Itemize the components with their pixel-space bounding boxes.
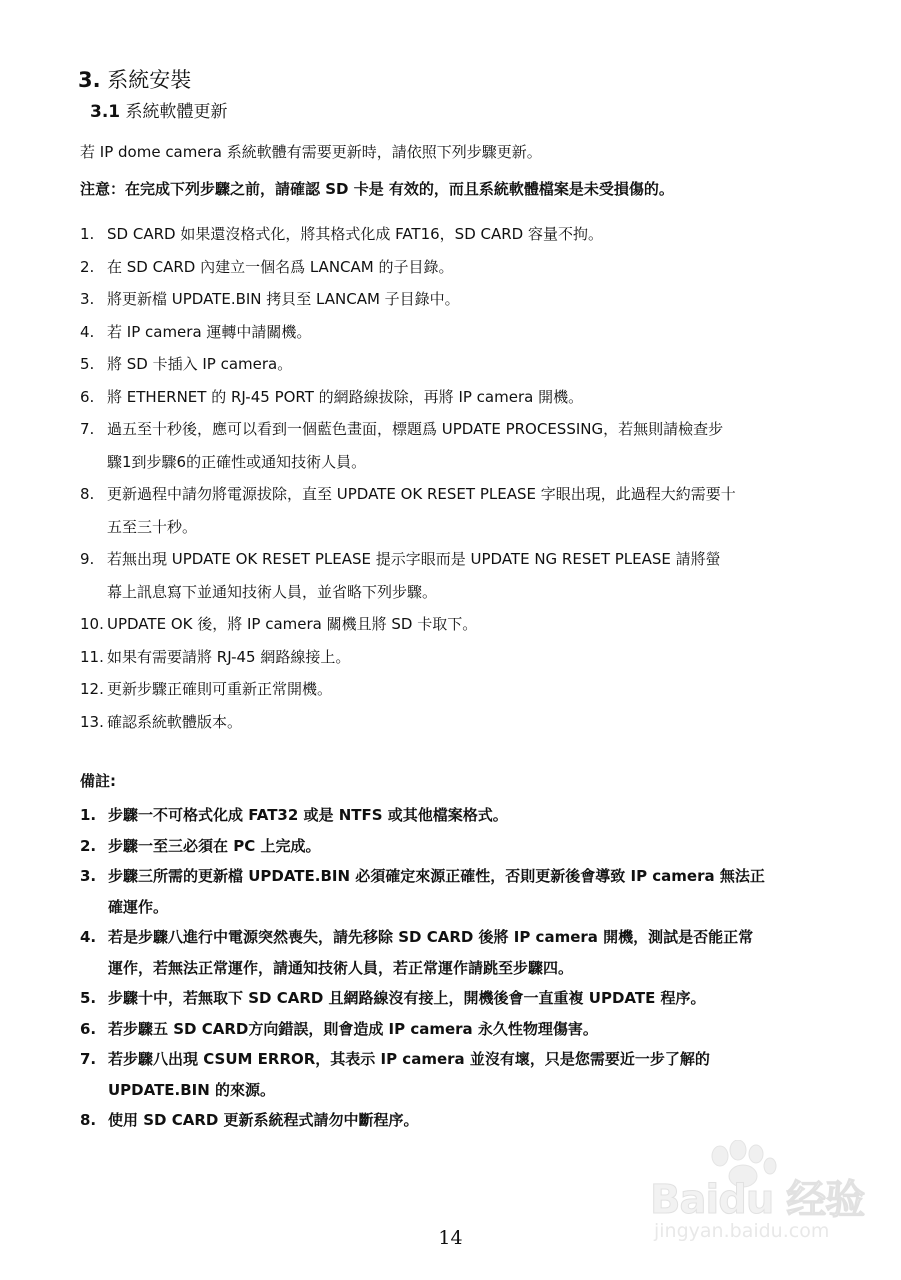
step-text — [107, 706, 840, 739]
step-number: 13. — [80, 712, 104, 731]
step-number: 11. — [80, 647, 104, 666]
note-text — [108, 800, 840, 831]
subsection-number: 3.1 — [90, 102, 121, 122]
text-line: 驟1到步驟6的正確性或通知技術人員。 — [107, 452, 367, 471]
section-title: 系統安裝 — [107, 68, 192, 92]
text-line: 若 IP camera 運轉中請關機。 — [107, 322, 312, 341]
step-number: 3. — [80, 290, 95, 308]
note-text — [108, 1105, 840, 1136]
step-number: 9. — [80, 550, 95, 568]
note-text — [108, 831, 840, 862]
note-item — [80, 1044, 840, 1105]
note-item — [80, 983, 840, 1014]
text-line: 確認系統軟體版本。 — [107, 712, 243, 731]
step-item — [80, 608, 840, 641]
text-line: 步驟十中，若無取下 SD CARD 且網路線沒有接上，開機後會一直重複 UPDATE 程序。 — [108, 989, 706, 1007]
note-number: 3. — [80, 867, 97, 885]
note-number: 7. — [80, 1050, 97, 1068]
text-line: 幕上訊息寫下並通知技術人員，並省略下列步驟。 — [107, 582, 438, 601]
note-item — [80, 1105, 840, 1136]
step-item — [80, 673, 840, 706]
note-number: 1. — [80, 806, 97, 824]
notice-paragraph: 注意：在完成下列步驟之前，請確認 SD 卡是 有效的，而且系統軟體檔案是未受損傷的。 — [80, 180, 674, 198]
text-line: 若步驟五 SD CARD方向錯誤，則會造成 IP camera 永久性物理傷害。 — [108, 1019, 598, 1038]
step-text — [107, 673, 840, 706]
note-text — [108, 922, 840, 983]
text-line: SD CARD 如果還沒格式化，將其格式化成 FAT16，SD CARD 容量不拘。 — [107, 225, 603, 243]
note-item — [80, 800, 840, 831]
text-line: 確運作。 — [108, 897, 169, 916]
step-text — [107, 283, 840, 316]
watermark-logo-text: Baidu 经验 — [650, 1177, 865, 1223]
note-text — [108, 1044, 840, 1105]
subsection-title: 系統軟體更新 — [125, 102, 228, 122]
step-text — [107, 608, 840, 641]
baidu-watermark-logo — [640, 1140, 870, 1250]
text-line: 步驟三所需的更新檔 UPDATE.BIN 必須確定來源正確性，否則更新後會導致 IP camera 無法正 — [108, 867, 765, 885]
steps-list — [80, 218, 840, 738]
section-heading — [78, 66, 191, 94]
note-text — [108, 983, 840, 1014]
step-item — [80, 478, 840, 543]
text-line: 如果有需要請將 RJ-45 網路線接上。 — [107, 647, 351, 666]
step-item — [80, 316, 840, 349]
text-line: UPDATE OK 後，將 IP camera 關機且將 SD 卡取下。 — [107, 615, 478, 633]
note-item — [80, 1014, 840, 1045]
step-text — [107, 316, 840, 349]
step-item — [80, 348, 840, 381]
step-number: 2. — [80, 257, 95, 276]
note-item — [80, 831, 840, 862]
text-line: 在 SD CARD 內建立一個名爲 LANCAM 的子目錄。 — [107, 257, 454, 276]
text-line: 若是步驟八進行中電源突然喪失，請先移除 SD CARD 後將 IP camera 開機，測試是否能正常 — [108, 928, 754, 946]
page-number: 14 — [438, 1227, 463, 1249]
text-line: 使用 SD CARD 更新系統程式請勿中斷程序。 — [108, 1111, 419, 1129]
step-item — [80, 251, 840, 284]
text-line: 若無出現 UPDATE OK RESET PLEASE 提示字眼而是 UPDATE NG RESET PLEASE 請將螢 — [107, 550, 721, 568]
step-text — [107, 413, 840, 478]
note-text — [108, 1014, 840, 1045]
text-line: 五至三十秒。 — [107, 517, 198, 536]
step-item — [80, 381, 840, 414]
step-number: 12. — [80, 680, 104, 698]
note-text — [108, 861, 840, 922]
text-line: 將 ETHERNET 的 RJ-45 PORT 的網路線拔除，再將 IP camera 開機。 — [107, 387, 584, 406]
note-item — [80, 922, 840, 983]
text-line: 更新步驟正確則可重新正常開機。 — [107, 680, 333, 698]
step-item — [80, 543, 840, 608]
step-text — [107, 641, 840, 674]
text-line: 步驟一不可格式化成 FAT32 或是 NTFS 或其他檔案格式。 — [108, 806, 508, 824]
step-number: 4. — [80, 322, 95, 341]
section-number: 3. — [78, 68, 101, 92]
text-line: 將更新檔 UPDATE.BIN 拷貝至 LANCAM 子目錄中。 — [107, 290, 460, 308]
text-line: 若步驟八出現 CSUM ERROR，其表示 IP camera 並沒有壞，只是您需要近一步了解的 — [108, 1050, 710, 1068]
note-item — [80, 861, 840, 922]
intro-paragraph: 若 IP dome camera 系統軟體有需要更新時，請依照下列步驟更新。 — [80, 143, 542, 161]
step-number: 7. — [80, 420, 95, 438]
note-number: 6. — [80, 1019, 97, 1038]
step-number: 10. — [80, 615, 104, 633]
step-item — [80, 413, 840, 478]
subsection-heading — [90, 100, 228, 124]
note-number: 4. — [80, 928, 97, 946]
step-item — [80, 218, 840, 251]
step-item — [80, 283, 840, 316]
step-number: 5. — [80, 355, 95, 373]
step-item — [80, 641, 840, 674]
text-line: UPDATE.BIN 的來源。 — [108, 1080, 276, 1099]
step-item — [80, 706, 840, 739]
text-line: 步驟一至三必須在 PC 上完成。 — [108, 836, 321, 855]
text-line: 將 SD 卡插入 IP camera。 — [107, 355, 293, 373]
text-line: 過五至十秒後，應可以看到一個藍色畫面，標題爲 UPDATE PROCESSING，若無則請檢查步 — [107, 420, 724, 438]
notes-title: 備註: — [80, 772, 116, 790]
watermark-url: jingyan.baidu.com — [654, 1220, 830, 1242]
step-text — [107, 381, 840, 414]
note-number: 5. — [80, 989, 97, 1007]
step-text — [107, 543, 840, 608]
notes-list — [80, 800, 840, 1136]
step-text — [107, 218, 840, 251]
step-number: 1. — [80, 225, 95, 243]
step-number: 6. — [80, 387, 95, 406]
text-line: 更新過程中請勿將電源拔除，直至 UPDATE OK RESET PLEASE 字眼出現，此過程大約需要十 — [107, 485, 736, 503]
note-number: 8. — [80, 1111, 97, 1129]
note-number: 2. — [80, 836, 97, 855]
step-text — [107, 348, 840, 381]
text-line: 運作，若無法正常運作，請通知技術人員，若正常運作請跳至步驟四。 — [108, 958, 574, 977]
step-number: 8. — [80, 485, 95, 503]
step-text — [107, 478, 840, 543]
step-text — [107, 251, 840, 284]
